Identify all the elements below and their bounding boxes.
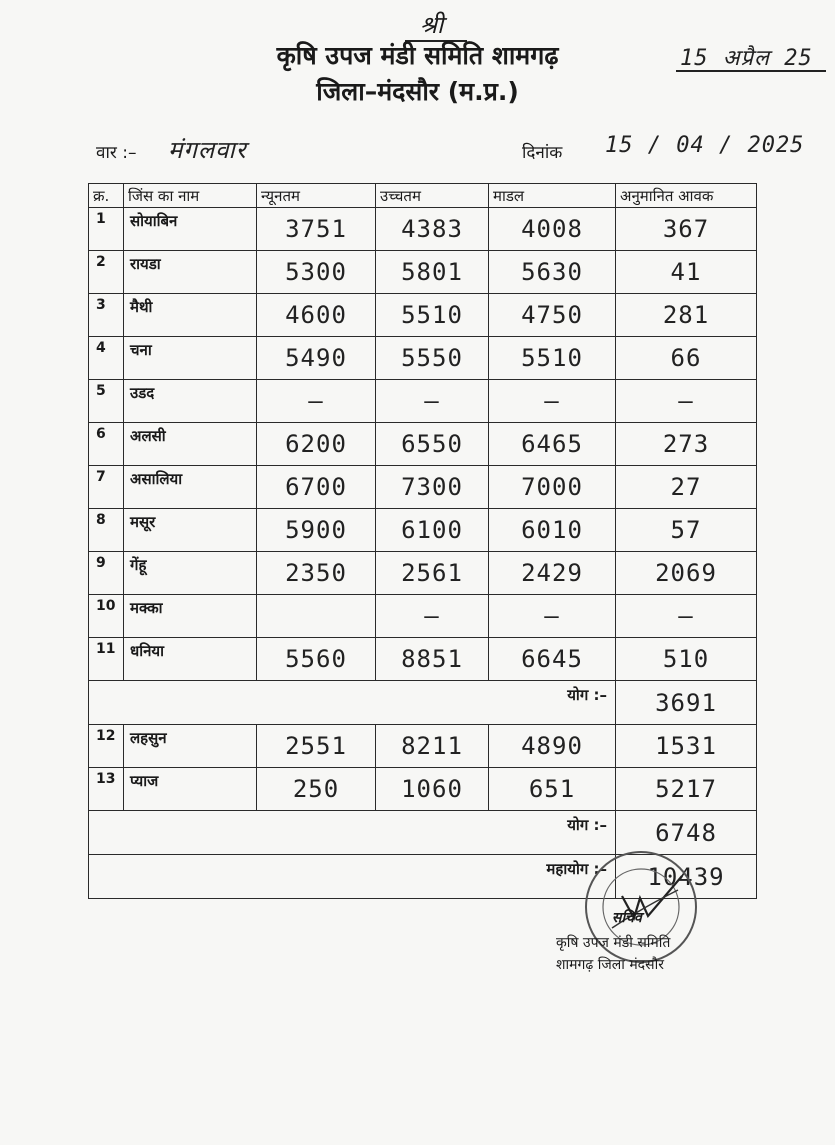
cell-model: 4750 xyxy=(489,294,616,337)
cell-arrival: – xyxy=(616,380,757,423)
cell-serial: 9 xyxy=(89,552,124,595)
cell-serial: 10 xyxy=(89,595,124,638)
cell-max: – xyxy=(376,380,489,423)
cell-max: 1060 xyxy=(376,768,489,811)
rate-table xyxy=(88,183,757,899)
handwritten-top-date: 15 अप्रैल 25 xyxy=(680,46,813,71)
cell-min: 6700 xyxy=(257,466,376,509)
cell-min: 6200 xyxy=(257,423,376,466)
header-model: माडल xyxy=(489,184,616,208)
cell-serial: 3 xyxy=(89,294,124,337)
cell-arrival: 5217 xyxy=(616,768,757,811)
table-row xyxy=(89,337,757,380)
cell-serial: 1 xyxy=(89,208,124,251)
cell-arrival: 281 xyxy=(616,294,757,337)
cell-commodity: उडद xyxy=(124,380,257,423)
cell-commodity: मसूर xyxy=(124,509,257,552)
shri-heading: श्री xyxy=(420,11,444,39)
cell-model: 2429 xyxy=(489,552,616,595)
cell-arrival: 57 xyxy=(616,509,757,552)
table-row xyxy=(89,380,757,423)
cell-max: 8211 xyxy=(376,725,489,768)
subtotal-value: 6748 xyxy=(616,811,757,855)
cell-serial: 7 xyxy=(89,466,124,509)
grand-total-label: महायोग :– xyxy=(89,855,616,899)
signatory-office: कृषि उपज मंडी समिति xyxy=(556,935,671,951)
cell-serial: 5 xyxy=(89,380,124,423)
grand-total-value: 10439 xyxy=(616,855,757,899)
cell-commodity: मक्का xyxy=(124,595,257,638)
top-date-underline xyxy=(676,70,826,72)
cell-max: 7300 xyxy=(376,466,489,509)
cell-model: 6465 xyxy=(489,423,616,466)
cell-model: 7000 xyxy=(489,466,616,509)
header-commodity: जिंस का नाम xyxy=(124,184,257,208)
cell-min: 5300 xyxy=(257,251,376,294)
cell-max: 6100 xyxy=(376,509,489,552)
header-min: न्यूनतम xyxy=(257,184,376,208)
cell-commodity: लहसुन xyxy=(124,725,257,768)
cell-arrival: 27 xyxy=(616,466,757,509)
cell-max: 5801 xyxy=(376,251,489,294)
cell-max: 5550 xyxy=(376,337,489,380)
date-value: 15 / 04 / 2025 xyxy=(605,133,805,158)
cell-max: 5510 xyxy=(376,294,489,337)
table-row xyxy=(89,725,757,768)
cell-min: 2551 xyxy=(257,725,376,768)
cell-serial: 4 xyxy=(89,337,124,380)
cell-commodity: मैथी xyxy=(124,294,257,337)
cell-serial: 2 xyxy=(89,251,124,294)
cell-commodity: चना xyxy=(124,337,257,380)
table-row xyxy=(89,466,757,509)
cell-min: 2350 xyxy=(257,552,376,595)
cell-model: 4890 xyxy=(489,725,616,768)
cell-max: 6550 xyxy=(376,423,489,466)
signatory-location: शामगढ़ जिला मंदसौर xyxy=(556,957,664,973)
cell-model: 4008 xyxy=(489,208,616,251)
cell-max: – xyxy=(376,595,489,638)
table-row xyxy=(89,251,757,294)
day-value: मंगलवार xyxy=(168,136,247,164)
subtotal-value: 3691 xyxy=(616,681,757,725)
cell-min xyxy=(257,595,376,638)
cell-max: 4383 xyxy=(376,208,489,251)
table-row xyxy=(89,552,757,595)
cell-serial: 12 xyxy=(89,725,124,768)
table-row xyxy=(89,294,757,337)
cell-commodity: सोयाबिन xyxy=(124,208,257,251)
cell-min: 3751 xyxy=(257,208,376,251)
cell-min: 250 xyxy=(257,768,376,811)
cell-model: 6010 xyxy=(489,509,616,552)
header-max: उच्चतम xyxy=(376,184,489,208)
table-row xyxy=(89,595,757,638)
cell-model: 651 xyxy=(489,768,616,811)
signatory-title: सचिव xyxy=(612,910,642,926)
cell-serial: 8 xyxy=(89,509,124,552)
cell-min: 4600 xyxy=(257,294,376,337)
cell-arrival: – xyxy=(616,595,757,638)
cell-max: 2561 xyxy=(376,552,489,595)
subtotal-row xyxy=(89,681,757,725)
cell-serial: 11 xyxy=(89,638,124,681)
cell-commodity: गेंहू xyxy=(124,552,257,595)
subtotal-label: योग :– xyxy=(89,681,616,725)
date-label: दिनांक xyxy=(522,143,563,163)
cell-arrival: 273 xyxy=(616,423,757,466)
table-row xyxy=(89,638,757,681)
cell-min: – xyxy=(257,380,376,423)
cell-arrival: 367 xyxy=(616,208,757,251)
table-row xyxy=(89,768,757,811)
cell-commodity: धनिया xyxy=(124,638,257,681)
cell-commodity: रायडा xyxy=(124,251,257,294)
cell-model: – xyxy=(489,595,616,638)
cell-min: 5900 xyxy=(257,509,376,552)
day-label: वार :– xyxy=(96,143,137,163)
cell-commodity: असालिया xyxy=(124,466,257,509)
subtotal-label: योग :– xyxy=(89,811,616,855)
table-body xyxy=(89,208,757,899)
cell-commodity: प्याज xyxy=(124,768,257,811)
table-row xyxy=(89,423,757,466)
table-header-row xyxy=(89,184,757,208)
header-arrival: अनुमानित आवक xyxy=(616,184,757,208)
cell-serial: 13 xyxy=(89,768,124,811)
cell-min: 5490 xyxy=(257,337,376,380)
cell-min: 5560 xyxy=(257,638,376,681)
header-serial: क्र. xyxy=(89,184,124,208)
cell-arrival: 1531 xyxy=(616,725,757,768)
table-row xyxy=(89,509,757,552)
cell-max: 8851 xyxy=(376,638,489,681)
page-title: कृषि उपज मंडी समिति शामगढ़ xyxy=(276,41,559,70)
page-subtitle: जिला–मंदसौर (म.प्र.) xyxy=(316,77,519,106)
cell-model: 5510 xyxy=(489,337,616,380)
cell-model: – xyxy=(489,380,616,423)
cell-commodity: अलसी xyxy=(124,423,257,466)
cell-arrival: 2069 xyxy=(616,552,757,595)
cell-arrival: 41 xyxy=(616,251,757,294)
cell-arrival: 510 xyxy=(616,638,757,681)
cell-arrival: 66 xyxy=(616,337,757,380)
cell-model: 5630 xyxy=(489,251,616,294)
cell-model: 6645 xyxy=(489,638,616,681)
table-row xyxy=(89,208,757,251)
cell-serial: 6 xyxy=(89,423,124,466)
